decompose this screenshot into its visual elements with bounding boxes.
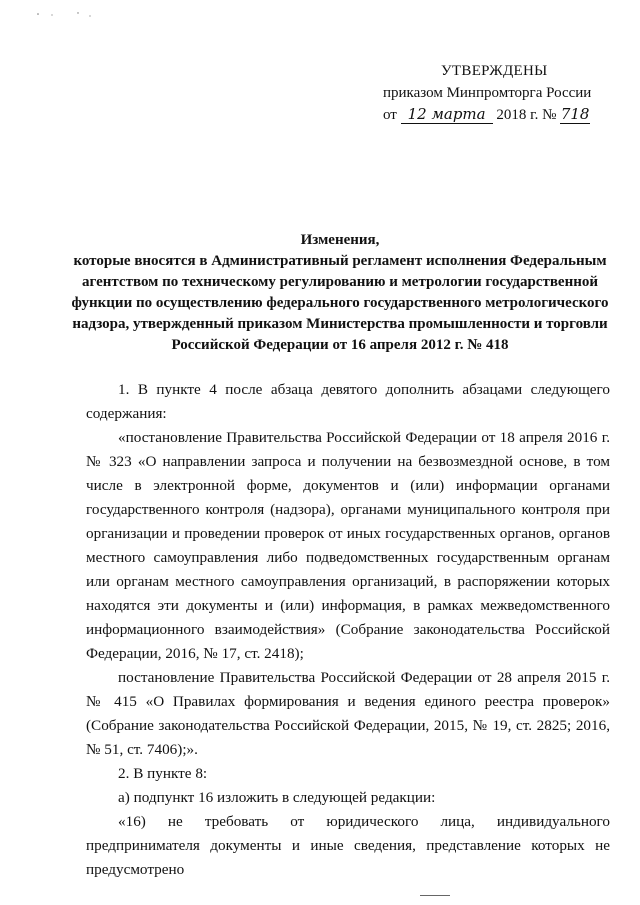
paragraph-4: 2. В пункте 8: bbox=[118, 765, 208, 782]
paragraph-6: «16) не требовать от юридического лица, индивидуального предпринимателя документы и иные сведения, представление которых не предусмотрено bbox=[86, 813, 610, 878]
approval-order-line: приказом Минпромторга России bbox=[383, 85, 592, 101]
heading-line-2: которые вносятся в Административный регламент исполнения Федеральным bbox=[73, 253, 607, 269]
heading-line-4: функции по осуществлению федерального государственного метрологического bbox=[71, 295, 609, 311]
paragraph-2: «постановление Правительства Российской Федерации от 18 апреля 2016 г. № 323 «О направлении запроса и получении на безвозмездной основе, в том числе в электронной форме, документов и (или) информации органами государственного контроля (надзора), органами муниципального контроля при организации и проведении проверок от иных государственных органов, органов местного самоуправления либо подведомственных государственным органам или органам местного самоуправления организаций, в распоряжении которых находятся эти документы и (или) информация, в рамках межведомственного информационного взаимодействия» (Собрание законодательства Российской Федерации, 2016, № 17, ст. 2418); bbox=[86, 429, 610, 662]
document-heading bbox=[40, 230, 640, 356]
handwritten-date: 12 марта bbox=[401, 105, 493, 124]
approval-title: УТВЕРЖДЕНЫ bbox=[441, 63, 548, 79]
scan-noise-icon bbox=[0, 0, 640, 30]
paragraph-5: а) подпункт 16 изложить в следующей редакции: bbox=[118, 789, 436, 806]
heading-line-5: надзора, утвержденный приказом Министерства промышленности и торговли bbox=[72, 316, 608, 332]
scan-specks bbox=[0, 0, 640, 30]
year-text: 2018 г. № bbox=[496, 107, 557, 123]
paragraph-3: постановление Правительства Российской Федерации от 28 апреля 2015 г. № 415 «О Правилах формирования и ведения единого реестра проверок» (Собрание законодательства Российской Федерации, 2015, № 19, ст. 2825; 2016, № 51, ст. 7406);». bbox=[86, 669, 610, 758]
document-body bbox=[86, 378, 610, 882]
page-edge-mark bbox=[420, 895, 450, 896]
approval-block bbox=[383, 60, 623, 126]
date-prefix: от bbox=[383, 107, 397, 123]
heading-line-3: агентством по техническому регулированию и метрологии государственной bbox=[81, 274, 599, 290]
heading-line-6: Российской Федерации от 16 апреля 2012 г. № 418 bbox=[171, 337, 509, 353]
handwritten-number: 718 bbox=[560, 105, 590, 123]
paragraph-1: 1. В пункте 4 после абзаца девятого дополнить абзацами следующего содержания: bbox=[86, 381, 610, 422]
heading-line-1: Изменения, bbox=[300, 232, 380, 248]
approval-date-line bbox=[383, 104, 623, 126]
